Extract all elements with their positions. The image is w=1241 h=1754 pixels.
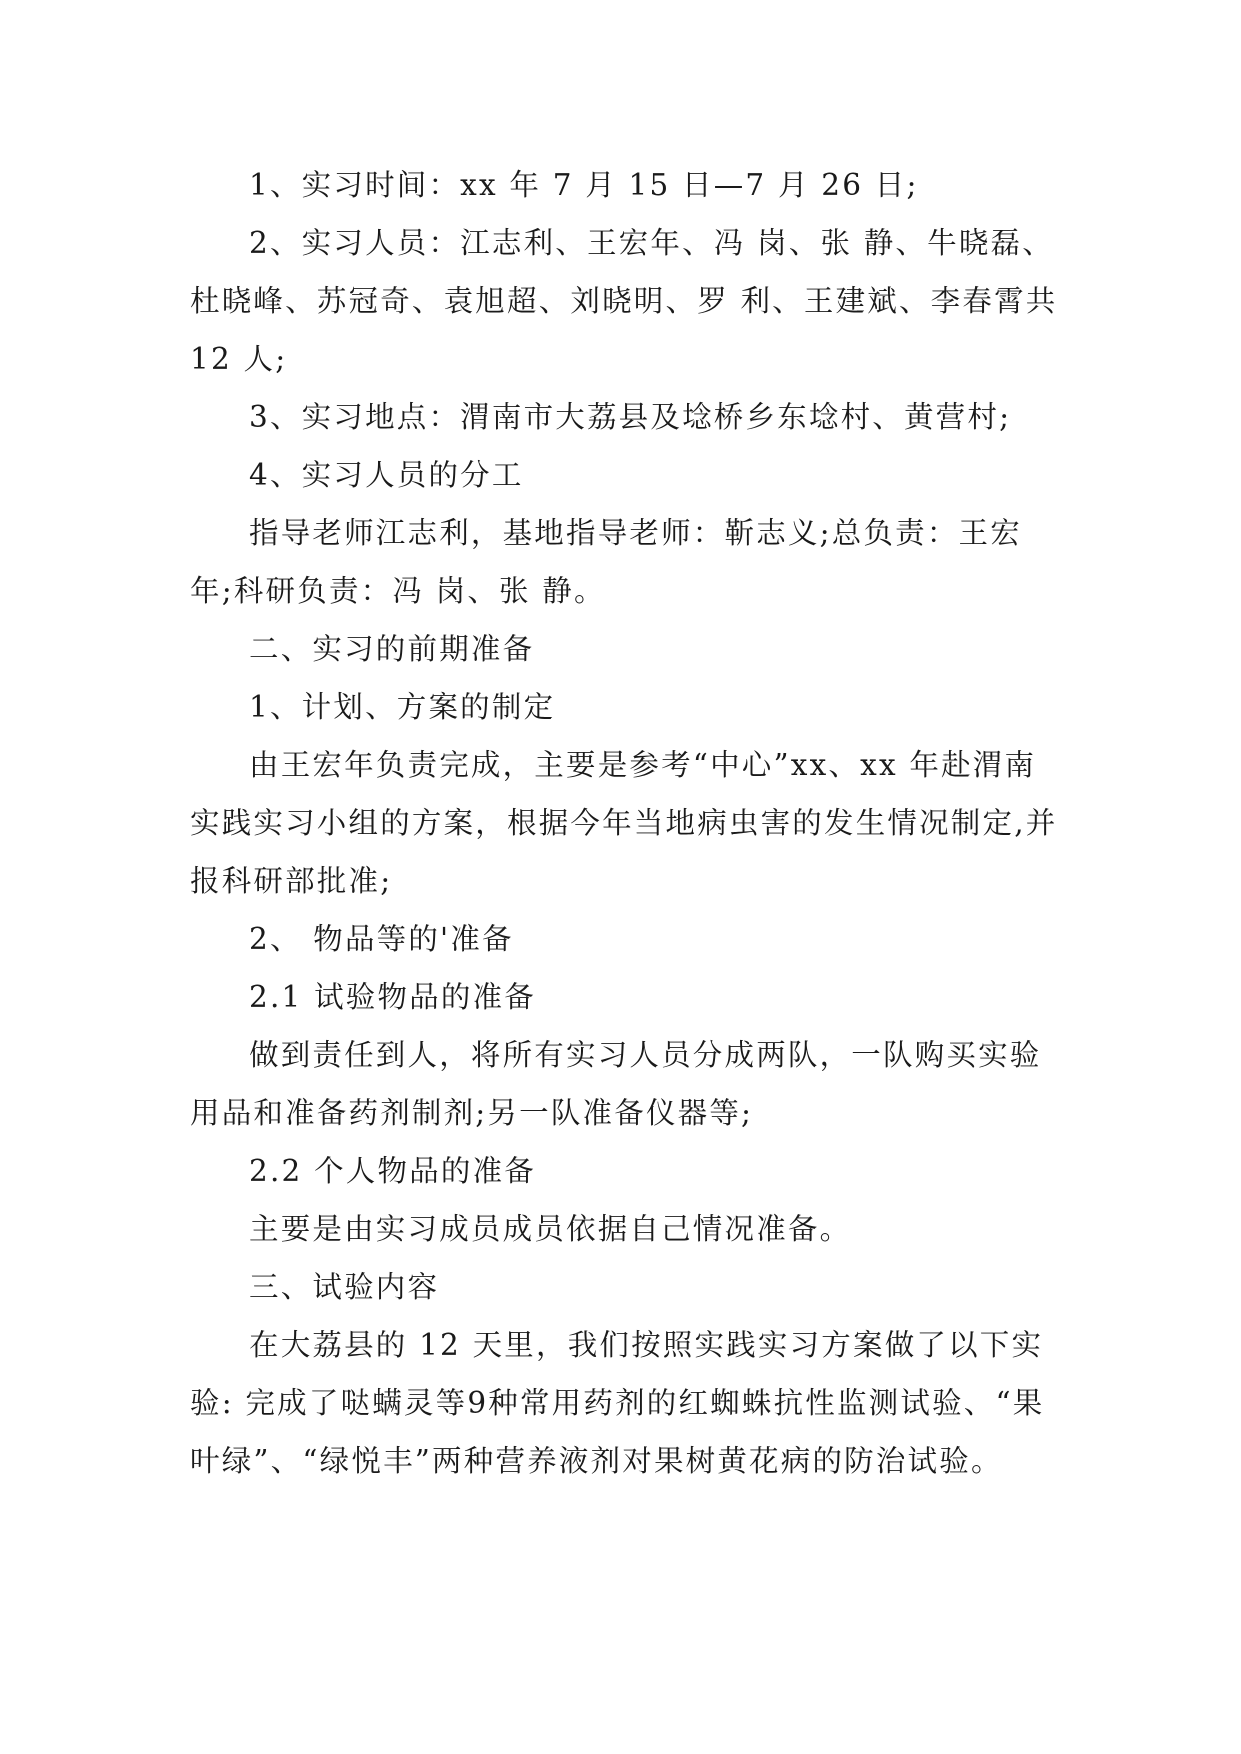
paragraph-division-heading: 4、实习人员的分工 [249,458,524,492]
paragraph-plan-details: 由王宏年负责完成，主要是参考“中心”xx、xx 年赴渭南实践实习小组的方案，根据今年当地病虫害的发生情况制定,并报科研部批准; [190,748,1058,898]
paragraph-division-details: 指导老师江志利，基地指导老师：靳志义;总负责：王宏年;科研负责：冯 岗、张 静。 [190,516,1022,608]
paragraph-internship-time: 1、实习时间：xx 年 7 月 15 日—7 月 26 日; [249,168,919,202]
paragraph-test-supplies: 做到责任到人，将所有实习人员分成两队，一队购买实验用品和准备药剂制剂;另一队准备仪器等; [190,1038,1042,1130]
paragraph-experiments: 在大荔县的 12 天里，我们按照实践实习方案做了以下实验: 完成了哒螨灵等9种常用药剂的红蜘蛛抗性监测试验、“果叶绿”、“绿悦丰”两种营养液剂对果树黄花病的防治试验。 [190,1328,1045,1478]
paragraph-internship-members: 2、实习人员：江志利、王宏年、冯 岗、张 静、牛晓磊、杜晓峰、苏冠奇、袁旭超、刘晓明、罗 利、王建斌、李春霄共 12 人; [190,226,1058,376]
subheading-personal-supplies: 2.2 个人物品的准备 [249,1154,536,1188]
paragraph-personal-supplies: 主要是由实习成员成员依据自己情况准备。 [249,1212,852,1246]
subheading-plan: 1、计划、方案的制定 [249,690,556,724]
section-heading-preparation: 二、实习的前期准备 [249,632,535,666]
subheading-test-supplies: 2.1 试验物品的准备 [249,980,536,1014]
subheading-supplies: 2、 物品等的'准备 [249,922,514,956]
section-heading-experiments: 三、试验内容 [249,1270,440,1304]
document-body [190,156,1060,1490]
paragraph-internship-location: 3、实习地点：渭南市大荔县及埝桥乡东埝村、黄营村; [249,400,1012,434]
